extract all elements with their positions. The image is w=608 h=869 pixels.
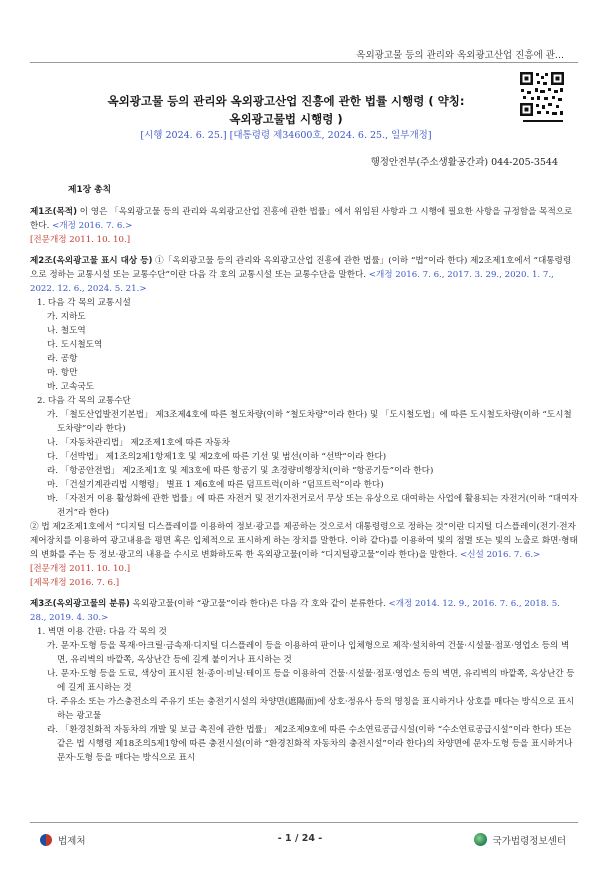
article-2-para-2-amend-link[interactable]: <신설 2016. 7. 6.> [460, 550, 541, 560]
list-item: 마. 「건설기계관리법 시행령」 별표 1 제6호에 따른 덤프트럭(이하 “덤프트럭”이라 한다) [47, 480, 384, 490]
list-item: 나. 문자·도형 등을 도료, 색상이 표시된 천·종이·비닐·테이프 등을 이용하여 건물·시설물·점포·영업소 등의 벽면, 유리벽의 바깥쪽, 옥상난간 등에 길게 표시하는 것 [47, 669, 575, 693]
article-2-title: 제2조(옥외광고물 표시 대상 등) [30, 256, 153, 266]
chapter-heading: 제1장 총칙 [68, 185, 112, 195]
list-item: 라. 「항공안전법」 제2조제1호 및 제3호에 따른 항공기 및 초경량비행장치(이하 “항공기등”이라 한다) [47, 466, 434, 476]
qr-code-icon [518, 70, 566, 126]
list-item: 바. 고속국도 [47, 382, 94, 392]
list-item: 1. 다음 각 목의 교통시설 [37, 298, 131, 308]
article-3-title: 제3조(옥외광고물의 분류) [30, 599, 130, 609]
footer-left-label: 법제처 [58, 836, 86, 847]
list-item: 가. 문자·도형 등을 목재·아크릴·금속재·디지털 디스플레이 등을 이용하여 판이나 입체형으로 제작·설치하여 건물·시설물·점포·영업소 등의 벽면, 유리벽의 바깥쪽, 옥상난간 등에 길게 붙이거나 표시하는 것 [47, 641, 570, 665]
footer-right [474, 833, 566, 847]
article-3 [30, 597, 578, 625]
list-item: 바. 「자전거 이용 활성화에 관한 법률」에 따른 자전거 및 전기자전거로서 무상 또는 유상으로 대여하는 사업에 활용되는 자전거(이하 “대여자전거”라 한다) [47, 494, 578, 518]
article-1-history: [전문개정 2011. 10. 10.] [30, 235, 131, 245]
enforcement-info[interactable]: [시행 2024. 6. 25.] [대통령령 제34600호, 2024. 6. 25., 일부개정] [140, 130, 432, 141]
list-item: 다. 주유소 또는 가스충전소의 주유기 또는 충전기시설의 차양면(遮陽面)에 상호·정유사 등의 명칭을 표시하거나 상호를 매다는 방식으로 표시하는 광고물 [47, 697, 575, 721]
running-header: 옥외광고물 등의 관리와 옥외광고산업 진흥에 관... [356, 50, 564, 61]
title-line-1: 옥외광고물 등의 관리와 옥외광고산업 진흥에 관한 법률 시행령 ( 약칭: [107, 94, 465, 108]
article-2-para-2-text: ② 법 제2조제1호에서 “디지털 디스플레이를 이용하여 정보·광고를 제공하는 것으로서 대통령령으로 정하는 것”이란 디지털 디스플레이(전기·전자제어장치를 이용하여 광고내용을 평면 혹은 입체적으로 표시하게 하는 장치를 말한다. 이하 같다)를 이용하여 빛의 점멸 또는 빛의 노출로 화면·형태의 변화를 주는 등 정보·광고의 내용을 수시로 변화하도록 한 옥외광고물(이하 “디지털광고물”이라 한다)을 말한다. [30, 522, 578, 560]
list-item: 마. 항만 [47, 368, 78, 378]
list-item: 가. 지하도 [47, 312, 86, 322]
article-1-amend-link[interactable]: <개정 2016. 7. 6.> [52, 221, 133, 231]
list-item: 가. 「철도산업발전기본법」 제3조제4호에 따른 철도차량(이하 “철도차량”이라 한다) 및 「도시철도법」에 따른 도시철도차량(이하 “도시철도차량”이라 한다) [47, 410, 572, 434]
footer-right-label: 국가법령정보센터 [492, 836, 566, 847]
page-number: - 1 / 24 - [277, 833, 323, 844]
government-emblem-icon [40, 834, 52, 846]
list-item: 2. 다음 각 목의 교통수단 [37, 396, 131, 406]
document-body [30, 183, 578, 765]
list-item: 다. 도시철도역 [47, 340, 103, 350]
article-3-text: 옥외광고물(이하 “광고물”이라 한다)은 다음 각 호와 같이 분류한다. [129, 599, 389, 609]
article-1 [30, 205, 578, 233]
list-item: 라. 공항 [47, 354, 78, 364]
article-3-amend-link[interactable]: <개정 2014. 12. 9., 2016. 7. 6., 2018. 5. 28., 2019. 4. 30.> [30, 599, 560, 623]
list-item: 나. 「자동차관리법」 제2조제1호에 따른 자동차 [47, 438, 230, 448]
list-item: 다. 「선박법」 제1조의2제1항제1호 및 제2호에 따른 기선 및 범선(이하 “선박”이라 한다) [47, 452, 387, 462]
article-1-title: 제1조(목적) [30, 207, 78, 217]
article-2-history: [전문개정 2011. 10. 10.] [30, 564, 131, 574]
article-2-text: ①「옥외광고물 등의 관리와 옥외광고산업 진흥에 관한 법률」(이하 “법”이라 한다) 제2조제1호에서 “대통령령으로 정하는 교통시설 또는 교통수단”이란 다음 각 호의 교통시설 또는 교통수단을 말한다. [30, 256, 572, 280]
article-1-text: 이 영은 「옥외광고물 등의 관리와 옥외광고산업 진흥에 관한 법률」에서 위임된 사항과 그 시행에 필요한 사항을 규정함을 목적으로 한다. [30, 207, 573, 231]
title-line-2: 옥외광고물법 시행령 ) [229, 112, 343, 126]
list-item: 나. 철도역 [47, 326, 86, 336]
article-2-amend-link[interactable]: <개정 2016. 7. 6., 2017. 3. 29., 2020. 1. 7., 2022. 12. 6., 2024. 5. 21.> [30, 270, 554, 294]
list-item: 라. 「환경친화적 자동차의 개발 및 보급 촉진에 관한 법률」 제2조제9호에 따른 수소연료공급시설(이하 “수소연료공급시설”이라 한다) 또는 같은 법 시행령 제18조의5제1항에 따른 충전시설(이하 “환경친화적 자동차의 충전시설”이라 한다)의 차양면에 문자·도형 등을 표시하거나 문자·도형 등을 매다는 방식으로 표시 [47, 725, 573, 763]
article-2-title-history: [제목개정 2016. 7. 6.] [30, 578, 120, 588]
law-center-logo-icon [474, 833, 487, 846]
header-divider [30, 62, 578, 63]
footer-left [40, 833, 86, 847]
list-item: 1. 벽면 이용 간판: 다음 각 목의 것 [37, 627, 167, 637]
document-title [60, 92, 512, 128]
ministry-contact: 행정안전부(주소생활공간과) 044-205-3544 [370, 157, 558, 168]
article-2-para-2 [30, 520, 578, 562]
article-2-para-1 [30, 254, 578, 296]
footer-divider [30, 822, 578, 823]
